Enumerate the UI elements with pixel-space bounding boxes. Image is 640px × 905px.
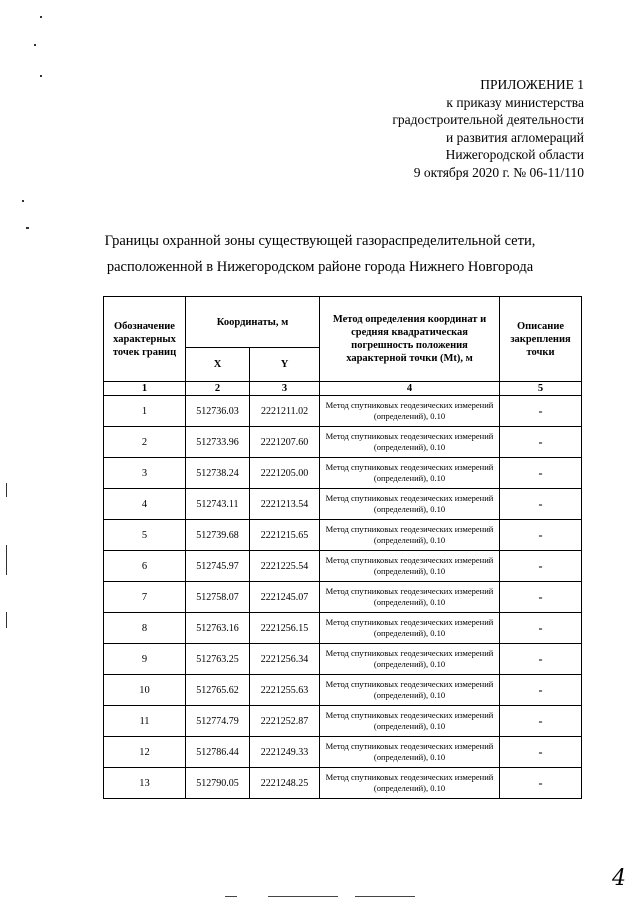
point-number: 11 xyxy=(104,706,186,737)
column-number: 3 xyxy=(250,382,320,396)
table-row xyxy=(104,582,582,613)
scan-mark xyxy=(40,16,42,18)
method-cell: Метод спутниковых геодезических измерений (определений), 0.10 xyxy=(320,768,500,799)
y-coordinate: 2221205.00 xyxy=(250,458,320,489)
table-row xyxy=(104,396,582,427)
description-cell: - xyxy=(500,427,582,458)
method-cell: Метод спутниковых геодезических измерений (определений), 0.10 xyxy=(320,396,500,427)
table-row xyxy=(104,613,582,644)
y-coordinate: 2221211.02 xyxy=(250,396,320,427)
x-coordinate: 512733.96 xyxy=(186,427,250,458)
description-cell: - xyxy=(500,520,582,551)
description-cell: - xyxy=(500,551,582,582)
scan-mark xyxy=(22,200,24,202)
region-line: Нижегородской области xyxy=(445,147,584,162)
method-cell: Метод спутниковых геодезических измерений (определений), 0.10 xyxy=(320,706,500,737)
appendix-label: ПРИЛОЖЕНИЕ 1 xyxy=(480,77,584,92)
description-cell: - xyxy=(500,582,582,613)
y-coordinate: 2221245.07 xyxy=(250,582,320,613)
point-number: 13 xyxy=(104,768,186,799)
y-coordinate: 2221252.87 xyxy=(250,706,320,737)
title-line-1: Границы охранной зоны существующей газораспределительной сети, xyxy=(104,233,536,249)
table-row xyxy=(104,520,582,551)
point-number: 9 xyxy=(104,644,186,675)
page-number: 4 xyxy=(612,866,626,891)
title-line-2: расположенной в Нижегородском районе города Нижнего Новгорода xyxy=(106,259,534,275)
y-coordinate: 2221256.15 xyxy=(250,613,320,644)
column-number: 4 xyxy=(320,382,500,396)
table-row xyxy=(104,768,582,799)
x-coordinate: 512763.25 xyxy=(186,644,250,675)
appendix-header xyxy=(392,76,584,181)
ministry-line: градостроительной деятельности xyxy=(392,112,584,127)
point-number: 5 xyxy=(104,520,186,551)
point-number: 6 xyxy=(104,551,186,582)
table-row xyxy=(104,675,582,706)
document-title xyxy=(0,228,640,280)
description-cell: - xyxy=(500,613,582,644)
description-cell: - xyxy=(500,396,582,427)
description-cell: - xyxy=(500,489,582,520)
point-number: 4 xyxy=(104,489,186,520)
description-cell: - xyxy=(500,458,582,489)
description-cell: - xyxy=(500,675,582,706)
table-row xyxy=(104,706,582,737)
description-cell: - xyxy=(500,706,582,737)
y-coordinate: 2221207.60 xyxy=(250,427,320,458)
method-cell: Метод спутниковых геодезических измерений (определений), 0.10 xyxy=(320,613,500,644)
x-coordinate: 512765.62 xyxy=(186,675,250,706)
method-cell: Метод спутниковых геодезических измерений (определений), 0.10 xyxy=(320,675,500,706)
point-number: 2 xyxy=(104,427,186,458)
y-coordinate: 2221249.33 xyxy=(250,737,320,768)
scan-mark xyxy=(6,545,7,575)
method-cell: Метод спутниковых геодезических измерений (определений), 0.10 xyxy=(320,582,500,613)
y-coordinate: 2221213.54 xyxy=(250,489,320,520)
point-number: 3 xyxy=(104,458,186,489)
description-cell: - xyxy=(500,768,582,799)
point-number: 12 xyxy=(104,737,186,768)
point-number: 1 xyxy=(104,396,186,427)
x-coordinate: 512745.97 xyxy=(186,551,250,582)
table-row xyxy=(104,737,582,768)
table-row xyxy=(104,551,582,582)
point-number: 7 xyxy=(104,582,186,613)
method-cell: Метод спутниковых геодезических измерений (определений), 0.10 xyxy=(320,427,500,458)
order-date-number: 9 октября 2020 г. № 06-11/110 xyxy=(413,164,584,180)
scan-mark xyxy=(6,612,7,628)
scan-mark xyxy=(34,44,36,46)
header-y: Y xyxy=(250,348,320,382)
description-cell: - xyxy=(500,644,582,675)
method-cell: Метод спутниковых геодезических измерений (определений), 0.10 xyxy=(320,458,500,489)
y-coordinate: 2221255.63 xyxy=(250,675,320,706)
footer-rule xyxy=(225,896,237,897)
x-coordinate: 512738.24 xyxy=(186,458,250,489)
method-cell: Метод спутниковых геодезических измерений (определений), 0.10 xyxy=(320,644,500,675)
table-row xyxy=(104,427,582,458)
method-cell: Метод спутниковых геодезических измерений (определений), 0.10 xyxy=(320,520,500,551)
x-coordinate: 512743.11 xyxy=(186,489,250,520)
column-number: 5 xyxy=(500,382,582,396)
scan-mark xyxy=(6,483,7,497)
x-coordinate: 512763.16 xyxy=(186,613,250,644)
footer-rule xyxy=(355,896,415,897)
x-coordinate: 512736.03 xyxy=(186,396,250,427)
x-coordinate: 512774.79 xyxy=(186,706,250,737)
table-row xyxy=(104,644,582,675)
table-row xyxy=(104,489,582,520)
scan-mark xyxy=(40,75,42,77)
table-row xyxy=(104,458,582,489)
point-number: 10 xyxy=(104,675,186,706)
header-x: X xyxy=(186,348,250,382)
point-number: 8 xyxy=(104,613,186,644)
order-reference-line: к приказу министерства xyxy=(446,94,584,110)
y-coordinate: 2221248.25 xyxy=(250,768,320,799)
header-description: Описание закрепления точки xyxy=(500,297,582,382)
footer-rule xyxy=(268,896,338,897)
method-cell: Метод спутниковых геодезических измерений (определений), 0.10 xyxy=(320,737,500,768)
column-number: 1 xyxy=(104,382,186,396)
x-coordinate: 512790.05 xyxy=(186,768,250,799)
description-cell: - xyxy=(500,737,582,768)
method-cell: Метод спутниковых геодезических измерений (определений), 0.10 xyxy=(320,489,500,520)
ministry-line-2: и развития агломераций xyxy=(445,129,584,145)
x-coordinate: 512758.07 xyxy=(186,582,250,613)
x-coordinate: 512786.44 xyxy=(186,737,250,768)
header-point-name: Обозначение характерных точек границ xyxy=(104,297,186,382)
y-coordinate: 2221256.34 xyxy=(250,644,320,675)
header-coordinates: Координаты, м xyxy=(186,297,320,348)
header-method: Метод определения координат и средняя квадратическая погрешность положения характерной точки (Mt), м xyxy=(320,297,500,382)
y-coordinate: 2221215.65 xyxy=(250,520,320,551)
coordinates-table xyxy=(103,296,582,799)
scan-mark xyxy=(26,227,29,229)
y-coordinate: 2221225.54 xyxy=(250,551,320,582)
method-cell: Метод спутниковых геодезических измерений (определений), 0.10 xyxy=(320,551,500,582)
column-number: 2 xyxy=(186,382,250,396)
x-coordinate: 512739.68 xyxy=(186,520,250,551)
